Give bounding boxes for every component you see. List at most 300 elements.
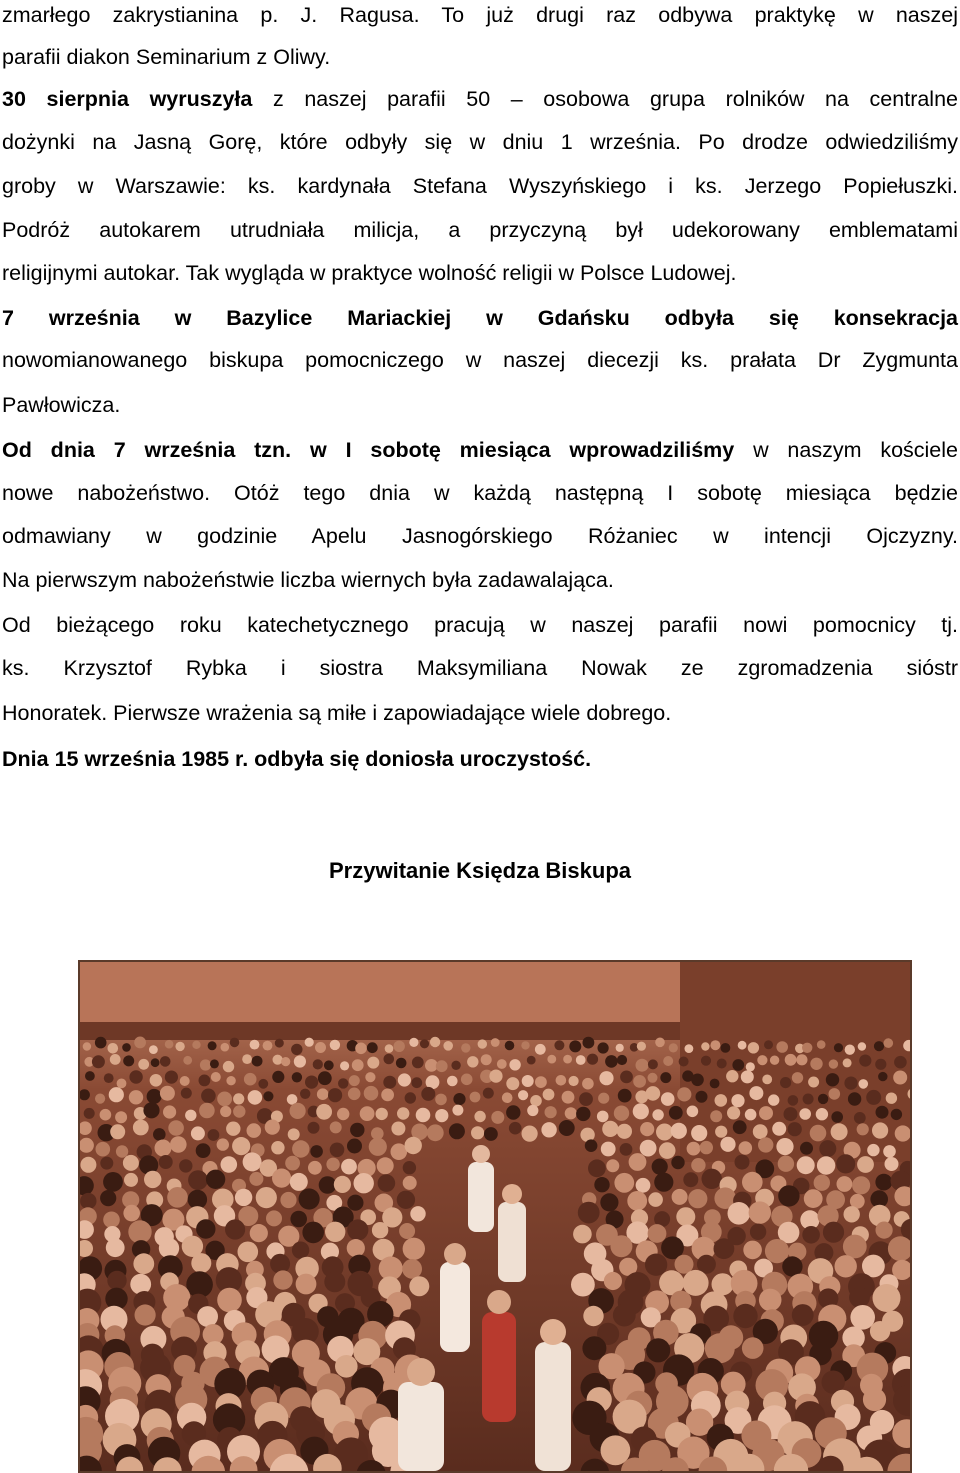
- crowd-head: [226, 1076, 235, 1085]
- crowd-head: [867, 1144, 879, 1156]
- crowd-head: [160, 1086, 175, 1101]
- crowd-head: [804, 1189, 823, 1208]
- crowd-head: [758, 1137, 773, 1152]
- crowd-head: [817, 1156, 835, 1174]
- text-line-1: zmarłego zakrystianina p. J. Ragusa. To już drugi raz odbywa praktykę w naszej: [2, 3, 958, 27]
- crowd-head: [854, 1112, 866, 1124]
- crowd-head: [669, 1043, 678, 1052]
- crowd-head: [738, 1041, 747, 1050]
- crowd-head: [436, 1060, 448, 1072]
- crowd-head: [403, 1161, 416, 1174]
- crowd-head: [565, 1107, 577, 1119]
- crowd-head: [367, 1057, 379, 1069]
- crowd-head: [717, 1059, 727, 1069]
- crowd-head: [627, 1191, 647, 1211]
- crowd-head: [530, 1095, 542, 1107]
- crowd-head: [776, 1138, 793, 1155]
- crowd-head: [80, 1157, 96, 1173]
- crowd-head: [585, 1139, 598, 1152]
- crowd-head: [582, 1078, 594, 1090]
- crowd-head: [844, 1077, 857, 1090]
- crowd-head: [597, 1111, 609, 1123]
- crowd-head: [396, 1058, 407, 1069]
- crowd-head: [679, 1057, 689, 1067]
- crowd-head: [478, 1039, 487, 1048]
- crowd-head: [217, 1288, 242, 1313]
- crowd-head: [616, 1044, 624, 1052]
- crowd-head: [318, 1071, 332, 1085]
- crowd-head: [324, 1060, 334, 1070]
- crowd-head: [691, 1158, 705, 1172]
- crowd-head: [598, 1093, 609, 1104]
- crowd-head: [230, 1038, 240, 1048]
- crowd-head: [183, 1056, 192, 1065]
- crowd-head: [870, 1321, 890, 1341]
- crowd-head: [866, 1090, 881, 1105]
- crowd-head: [250, 1224, 268, 1242]
- crowd-head: [103, 1212, 120, 1229]
- text-line-5: groby w Warszawie: ks. kardynała Stefana Wyszyńskiego i ks. Jerzego Popiełuszki.: [2, 174, 958, 198]
- text-line-12: nowe nabożeństwo. Otóż tego dnia w każdą następną I sobotę miesiąca będzie: [2, 481, 958, 505]
- crowd-head: [522, 1075, 534, 1087]
- text-line-2: parafii diakon Seminarium z Oliwy.: [2, 45, 331, 69]
- crowd-head: [661, 1092, 675, 1106]
- crowd-head: [199, 1103, 215, 1119]
- crowd-head: [675, 1255, 694, 1274]
- text-line-13: odmawiany w godzinie Apelu Jasnogórskiego Różaniec w intencji Ojczyzny.: [2, 524, 958, 548]
- crowd-head: [115, 1111, 127, 1123]
- crowd-head: [367, 1042, 378, 1053]
- crowd-head: [814, 1175, 830, 1191]
- crowd-head: [201, 1089, 216, 1104]
- crowd-head: [265, 1120, 280, 1135]
- crowd-head: [843, 1058, 852, 1067]
- crowd-head: [299, 1188, 320, 1209]
- crowd-head: [155, 1140, 172, 1157]
- crowd-head: [348, 1088, 361, 1101]
- crowd-head: [221, 1156, 238, 1173]
- crowd-head: [378, 1174, 396, 1192]
- crowd-head: [411, 1077, 422, 1088]
- crowd-head: [430, 1037, 440, 1047]
- crowd-head: [206, 1170, 225, 1189]
- crowd-head: [133, 1120, 149, 1136]
- crowd-head: [715, 1094, 728, 1107]
- crowd-head: [894, 1056, 907, 1069]
- crowd-head: [263, 1041, 273, 1051]
- crowd-head: [233, 1105, 245, 1117]
- crowd-head: [727, 1106, 740, 1119]
- crowd-head: [509, 1059, 520, 1070]
- crowd-head: [691, 1074, 704, 1087]
- crowd-head: [217, 1092, 232, 1107]
- crowd-head: [238, 1242, 259, 1263]
- crowd-head: [275, 1039, 284, 1048]
- crowd-head: [211, 1072, 221, 1082]
- crowd-head: [620, 1071, 633, 1084]
- crowd-head: [100, 1157, 113, 1170]
- crowd-head: [263, 1091, 273, 1101]
- crowd-head: [330, 1121, 342, 1133]
- crowd-head: [802, 1226, 820, 1244]
- crowd-head: [659, 1142, 676, 1159]
- crowd-head: [785, 1054, 797, 1066]
- crowd-head: [863, 1388, 886, 1411]
- crowd-head: [350, 1123, 364, 1137]
- crowd-head: [341, 1159, 357, 1175]
- crowd-head: [266, 1210, 282, 1226]
- crowd-head: [95, 1037, 107, 1049]
- bold-fragment: Od dnia 7 września tzn.: [2, 438, 292, 462]
- crowd-head: [225, 1219, 245, 1239]
- crowd-head: [554, 1040, 564, 1050]
- crowd-head: [96, 1142, 111, 1157]
- crowd-head: [104, 1073, 114, 1083]
- crowd-head: [470, 1092, 481, 1103]
- crowd-head: [613, 1304, 636, 1327]
- crowd-head: [743, 1241, 762, 1260]
- crowd-head: [159, 1155, 173, 1169]
- crowd-head: [784, 1107, 798, 1121]
- crowd-head: [248, 1090, 263, 1105]
- crowd-head: [875, 1174, 892, 1191]
- crowd-head: [522, 1126, 538, 1142]
- crowd-head: [467, 1056, 478, 1067]
- crowd-head: [799, 1108, 811, 1120]
- crowd-head: [285, 1156, 300, 1171]
- crowd-head: [803, 1094, 814, 1105]
- crowd-head: [837, 1176, 853, 1192]
- crowd-head: [559, 1120, 575, 1136]
- crowd-head: [648, 1224, 667, 1243]
- crowd-head: [398, 1073, 411, 1086]
- crowd-head: [764, 1040, 773, 1049]
- crowd-head: [474, 1111, 485, 1122]
- crowd-head: [147, 1089, 162, 1104]
- crowd-head: [849, 1287, 870, 1308]
- crowd-head: [232, 1137, 250, 1155]
- crowd-head: [702, 1169, 722, 1189]
- crowd-head: [509, 1122, 522, 1135]
- crowd-head: [614, 1173, 634, 1193]
- crowd-head: [605, 1055, 618, 1068]
- crowd-head: [292, 1242, 309, 1259]
- crowd-head: [244, 1073, 257, 1086]
- crowd-head: [292, 1072, 302, 1082]
- crowd-head: [138, 1059, 149, 1070]
- crowd-head: [884, 1038, 894, 1048]
- crowd-head: [185, 1110, 196, 1121]
- crowd-head: [836, 1154, 855, 1173]
- crowd-head: [876, 1222, 893, 1239]
- crowd-head: [273, 1055, 283, 1065]
- crowd-head: [527, 1105, 538, 1116]
- crowd-head: [583, 1037, 595, 1049]
- crowd-head: [633, 1075, 646, 1088]
- crowd-head: [416, 1108, 431, 1123]
- crowd-head: [210, 1059, 219, 1068]
- crowd-head: [778, 1156, 794, 1172]
- crowd-head: [872, 1122, 888, 1138]
- crowd-head: [594, 1177, 609, 1192]
- crowd-head: [617, 1055, 627, 1065]
- crowd-head: [347, 1139, 362, 1154]
- crowd-head: [696, 1091, 708, 1103]
- crowd-head: [834, 1043, 843, 1052]
- crowd-head: [687, 1106, 699, 1118]
- crowd-head: [296, 1274, 317, 1295]
- crowd-head: [360, 1106, 375, 1121]
- crowd-head: [83, 1042, 91, 1050]
- crowd-head: [179, 1159, 192, 1172]
- crowd-head: [471, 1126, 484, 1139]
- crowd-head: [305, 1076, 318, 1089]
- crowd-head: [543, 1089, 555, 1101]
- crowd-head: [122, 1043, 131, 1052]
- crowd-head: [355, 1043, 367, 1055]
- crowd-head: [129, 1090, 143, 1104]
- crowd-head: [573, 1225, 592, 1244]
- crowd-head: [521, 1041, 529, 1049]
- crowd-head: [384, 1054, 395, 1065]
- crowd-head: [302, 1222, 324, 1244]
- crowd-head: [192, 1041, 200, 1049]
- crowd-head: [858, 1042, 866, 1050]
- text-line-7: religijnymi autokar. Tak wygląda w praktyce wolność religii w Polsce Ludowej.: [2, 261, 737, 285]
- text-line-18: Dnia 15 września 1985 r. odbyła się doniosła uroczystość.: [2, 747, 592, 771]
- crowd-head: [399, 1223, 415, 1239]
- crowd-head: [819, 1140, 836, 1157]
- crowd-head: [710, 1110, 722, 1122]
- crowd-head: [324, 1271, 345, 1292]
- crowd-head: [873, 1284, 901, 1312]
- crowd-head: [640, 1122, 654, 1136]
- crowd-head: [831, 1111, 843, 1123]
- crowd-head: [100, 1109, 112, 1121]
- crowd-head: [845, 1045, 855, 1055]
- crowd-head: [601, 1142, 616, 1157]
- text-line-8: 7 września w Bazylice Mariackiej w Gdańsku odbyła się konsekracja: [2, 306, 958, 330]
- crowd-head: [167, 1187, 188, 1208]
- crowd-head: [733, 1304, 757, 1328]
- crowd-head: [759, 1289, 782, 1312]
- crowd-photo: [78, 960, 912, 1473]
- crowd-head: [829, 1088, 841, 1100]
- crowd-head: [376, 1108, 388, 1120]
- crowd-head: [576, 1107, 590, 1121]
- crowd-head: [491, 1111, 504, 1124]
- crowd-head: [200, 1059, 211, 1070]
- text-line-9: nowomianowanego biskupa pomocniczego w naszej diecezji ks. prałata Dr Zygmunta: [2, 348, 958, 372]
- crowd-head: [84, 1108, 95, 1119]
- crowd-head: [618, 1089, 632, 1103]
- text-fragment: z naszej parafii 50 – osobowa grupa rolników na centralne: [252, 87, 958, 111]
- crowd-head: [421, 1087, 435, 1101]
- crowd-head: [175, 1042, 184, 1051]
- crowd-head: [397, 1191, 415, 1209]
- crowd-head: [349, 1075, 360, 1086]
- crowd-head: [256, 1187, 277, 1208]
- crowd-head: [640, 1140, 657, 1157]
- crowd-head: [742, 1172, 763, 1193]
- crowd-head: [776, 1041, 788, 1053]
- crowd-head: [308, 1161, 322, 1175]
- crowd-head: [397, 1107, 409, 1119]
- crowd-head: [107, 1271, 126, 1290]
- crowd-head: [875, 1059, 886, 1070]
- crowd-head: [233, 1093, 244, 1104]
- crowd-head: [372, 1222, 388, 1238]
- crowd-head: [620, 1143, 633, 1156]
- crowd-head: [629, 1153, 647, 1171]
- crowd-head: [199, 1075, 211, 1087]
- crowd-head: [484, 1127, 498, 1141]
- crowd-head: [816, 1108, 828, 1120]
- crowd-head: [859, 1079, 869, 1089]
- crowd-head: [352, 1059, 364, 1071]
- text-line-10: Pawłowicza.: [2, 393, 121, 417]
- crowd-head: [325, 1222, 345, 1242]
- crowd-head: [656, 1124, 673, 1141]
- crowd-head: [823, 1222, 844, 1243]
- crowd-head: [337, 1108, 349, 1120]
- crowd-head: [330, 1040, 340, 1050]
- crowd-head: [377, 1157, 394, 1174]
- crowd-head: [313, 1059, 323, 1069]
- crowd-head: [636, 1059, 649, 1072]
- crowd-head: [826, 1073, 839, 1086]
- crowd-head: [354, 1173, 374, 1193]
- crowd-head: [247, 1123, 262, 1138]
- crowd-head: [518, 1090, 528, 1100]
- crowd-head: [654, 1173, 673, 1192]
- crowd-head: [461, 1043, 470, 1052]
- crowd-head: [721, 1043, 731, 1053]
- crowd-head: [739, 1141, 753, 1155]
- crowd-head: [669, 1106, 683, 1120]
- crowd-head: [316, 1104, 332, 1120]
- crowd-head: [109, 1087, 124, 1102]
- crowd-head: [715, 1126, 727, 1138]
- crowd-head: [221, 1043, 230, 1052]
- crowd-head: [143, 1102, 159, 1118]
- crowd-head: [95, 1094, 105, 1104]
- crowd-head: [646, 1338, 670, 1362]
- crowd-head: [606, 1159, 619, 1172]
- text-fragment: [291, 438, 310, 462]
- crowd-head: [451, 1061, 460, 1070]
- crowd-head: [563, 1055, 572, 1064]
- crowd-head: [600, 1193, 618, 1211]
- crowd-head: [876, 1106, 889, 1119]
- crowd-head: [300, 1089, 310, 1099]
- crowd-head: [258, 1079, 268, 1089]
- crowd-head: [700, 1141, 713, 1154]
- text-line-16: ks. Krzysztof Rybka i siostra Maksymiliana Nowak ze zgromadzenia sióstr: [2, 656, 958, 680]
- crowd-head: [163, 1105, 176, 1118]
- crowd-head: [235, 1189, 252, 1206]
- crowd-head: [506, 1077, 519, 1090]
- crowd-head: [168, 1120, 184, 1136]
- crowd-head: [110, 1054, 121, 1065]
- crowd-head: [710, 1079, 720, 1089]
- text-line-15: Od bieżącego roku katechetycznego pracują w naszej parafii nowi pomocnicy tj.: [2, 613, 958, 637]
- crowd-head: [663, 1056, 673, 1066]
- crowd-head: [578, 1202, 600, 1224]
- crowd-head: [420, 1039, 429, 1048]
- crowd-head: [170, 1136, 187, 1153]
- crowd-head: [569, 1076, 579, 1086]
- crowd-head: [810, 1058, 822, 1070]
- crowd-head: [443, 1041, 453, 1051]
- crowd-head: [792, 1304, 814, 1326]
- crowd-head: [636, 1178, 651, 1193]
- crowd-head: [405, 1137, 422, 1154]
- crowd-head: [317, 1088, 329, 1100]
- text-fragment: w naszym kościele: [734, 438, 958, 462]
- crowd-head: [780, 1077, 791, 1088]
- crowd-head: [217, 1138, 229, 1150]
- crowd-head: [808, 1077, 819, 1088]
- crowd-head: [598, 1042, 609, 1053]
- crowd-head: [728, 1202, 751, 1225]
- crowd-head: [614, 1106, 629, 1121]
- crowd-head: [124, 1173, 138, 1187]
- crowd-head: [489, 1070, 502, 1083]
- crowd-head: [381, 1089, 394, 1102]
- crowd-head: [385, 1044, 394, 1053]
- crowd-head: [347, 1239, 365, 1257]
- crowd-head: [859, 1055, 871, 1067]
- crowd-head: [535, 1044, 546, 1055]
- crowd-head: [453, 1093, 465, 1105]
- crowd-head: [334, 1176, 351, 1193]
- crowd-head: [535, 1076, 547, 1088]
- crowd-head: [762, 1075, 772, 1085]
- crowd-head: [731, 1094, 744, 1107]
- crowd-head: [149, 1045, 158, 1054]
- crowd-head: [617, 1124, 632, 1139]
- crowd-head: [435, 1094, 447, 1106]
- crowd-head: [402, 1259, 422, 1279]
- crowd-head: [652, 1159, 668, 1175]
- crowd-head: [883, 1145, 896, 1158]
- text-line-4: dożynki na Jasną Gorę, które odbyły się w dniu 1 września. Po drodze odwiedziliśmy: [2, 130, 958, 154]
- crowd-head: [403, 1176, 417, 1190]
- crowd-head: [749, 1086, 763, 1100]
- crowd-head: [788, 1122, 802, 1136]
- crowd-head: [749, 1201, 771, 1223]
- crowd-head: [123, 1205, 140, 1222]
- crowd-head: [435, 1109, 448, 1122]
- crowd-head: [291, 1044, 302, 1055]
- crowd-head: [759, 1106, 773, 1120]
- crowd-head: [273, 1270, 292, 1289]
- crowd-head: [220, 1106, 231, 1117]
- crowd-head: [364, 1086, 379, 1101]
- crowd-head: [110, 1124, 125, 1139]
- crowd-head: [545, 1106, 557, 1118]
- crowd-head: [874, 1041, 884, 1051]
- crowd-head: [857, 1156, 874, 1173]
- crowd-head: [294, 1055, 306, 1067]
- crowd-head: [188, 1170, 208, 1190]
- crowd-head: [691, 1125, 707, 1141]
- crowd-head: [447, 1076, 458, 1087]
- text-line-17: Honoratek. Pierwsze wrażenia są miłe i zapowiadające wiele dobrego.: [2, 701, 672, 725]
- crowd-head: [290, 1173, 308, 1191]
- crowd-head: [720, 1137, 735, 1152]
